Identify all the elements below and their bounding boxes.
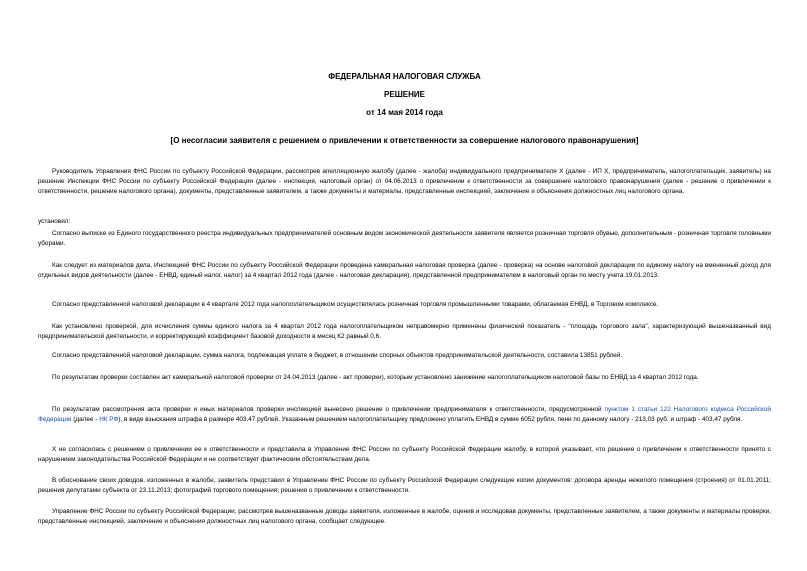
tax-code-article-link[interactable]: пунктом 1 статьи 122 Налогового кодекса Российской Федерации	[38, 406, 771, 423]
paragraph-audit-act: По результатам проверки составлен акт камеральной налоговой проверки от 24.04.2013 (далее - акт проверки), которым установлено занижение налогоплательщиком налоговой базы по ЕНВД за 4 квартал 2012 года.	[52, 374, 699, 381]
paragraph-intro: Руководитель Управления ФНС России по субъекту Российской Федерации, рассмотрев апелляционную жалобу (далее - жалоба) индивидуального предпринимателя Х (далее - ИП Х, предприниматель, налогоплательщик, заявитель) на решение Инспекции ФНС России по субъекту Российской Федерации (далее - инспекция, налоговый орган) от 04.06.2013 о привлечении к ответственности за совершение налогового правонарушения (далее - решение о привлечении к ответственности, решение налогового органа), документы, представленные заявителем, а также документы и материалы, представленные инспекцией, заключение и объяснения должностных лиц налогового органа,	[38, 168, 771, 195]
tax-code-link[interactable]: НК РФ	[99, 416, 119, 423]
paragraph-findings: Как установлено проверкой, для исчисления суммы единого налога за 4 квартал 2012 года налогоплательщиком неправомерно применены физический показатель - "площадь торгового зала", характеризующий вышеназванный вид предпринимательской деятельности, и корректирующий коэффициент базовой доходности в месяц К2 равный 0,6.	[38, 323, 771, 340]
decision-text-end: ), в виде взыскания штрафа в размере 403,47 рублей. Указанным решением налогоплательщику предложено уплатить ЕНВД в сумме 6052 рубля, пени по данному налогу - 213,03 руб. и штраф - 403,47 рубля.	[118, 416, 743, 423]
paragraph-conclusion: Управление ФНС России по субъекту Российской Федерации, рассмотрев вышеназванные доводы заявителя, изложенные в жалобе, оценив и исследовав документы, представленные заявителем, а также документы и материалы проверки, представленные инспекцией, заключение и объяснения должностных лиц налогового органа, сообщает следующее.	[38, 508, 771, 525]
decision-text-start: По результатам рассмотрения акта проверки и иных материалов проверки инспекцией вынесено решение о привлечении предпринимателя к ответственности, предусмотренной	[52, 406, 605, 413]
document-date: от 14 мая 2014 года	[366, 108, 443, 117]
paragraph-registry: Согласно выписке из Единого государственного реестра индивидуальных предпринимателей основным видом экономической деятельности заявителя является розничная торговля обувью, дополнительным - розничная торговля головными уборами.	[38, 230, 771, 247]
paragraph-declaration: Согласно представленной налоговой декларации в 4 квартале 2012 года налогоплательщиком осуществлялась розничная торговля промышленными товарами, облагаемая ЕНВД, в Торговом комплексе.	[52, 301, 659, 308]
paragraph-tax-amount: Согласно представленной налоговой декларации, сумма налога, подлежащая уплате в бюджет, в отношении спорных объектов предпринимательской деятельности, составила 13851 рублей.	[52, 352, 623, 359]
decision-text-middle: (далее -	[71, 416, 100, 423]
agency-name: ФЕДЕРАЛЬНАЯ НАЛОГОВАЯ СЛУЖБА	[328, 72, 481, 81]
paragraph-appeal: Х не согласилась с решением о привлечении ее к ответственности и представила в Управление ФНС России по субъекту Российской Федерации жалобу, в которой указывает, что решение о привлечении к ответственности принято с нарушением законодательства Российской Федерации и не соответствует фактическим обстоятельствам дела.	[38, 446, 771, 463]
document-subject: [О несогласии заявителя с решением о привлечении к ответственности за совершение налогового правонарушения]	[170, 136, 639, 145]
paragraph-audit: Как следует из материалов дела, Инспекцией ФНС России по субъекту Российской Федерации проведена камеральная налоговая проверка (далее - проверка) на основе налоговой декларации по единому налогу на вмененный доход для отдельных видов деятельности (далее - ЕНВД, единый налог, налог) за 4 квартал 2012 года (далее - налоговая декларация), представленной предпринимателем в налоговый орган по месту учета 19.01.2013.	[38, 262, 771, 279]
paragraph-decision	[38, 405, 771, 425]
document-type: РЕШЕНИЕ	[384, 90, 425, 99]
paragraph-established: установил:	[38, 218, 71, 225]
document-page	[38, 0, 771, 571]
paragraph-documents: В обоснование своих доводов, изложенных в жалобе, заявитель представил в Управление ФНС России по субъекту Российской Федерации следующие копии документов: договора аренды нежилого помещения (строения) от 01.01.2011; решения депутатами субъекта от 23.11.2013; фотографий торгового помещения; решения о привлечении к ответственности.	[38, 477, 771, 494]
